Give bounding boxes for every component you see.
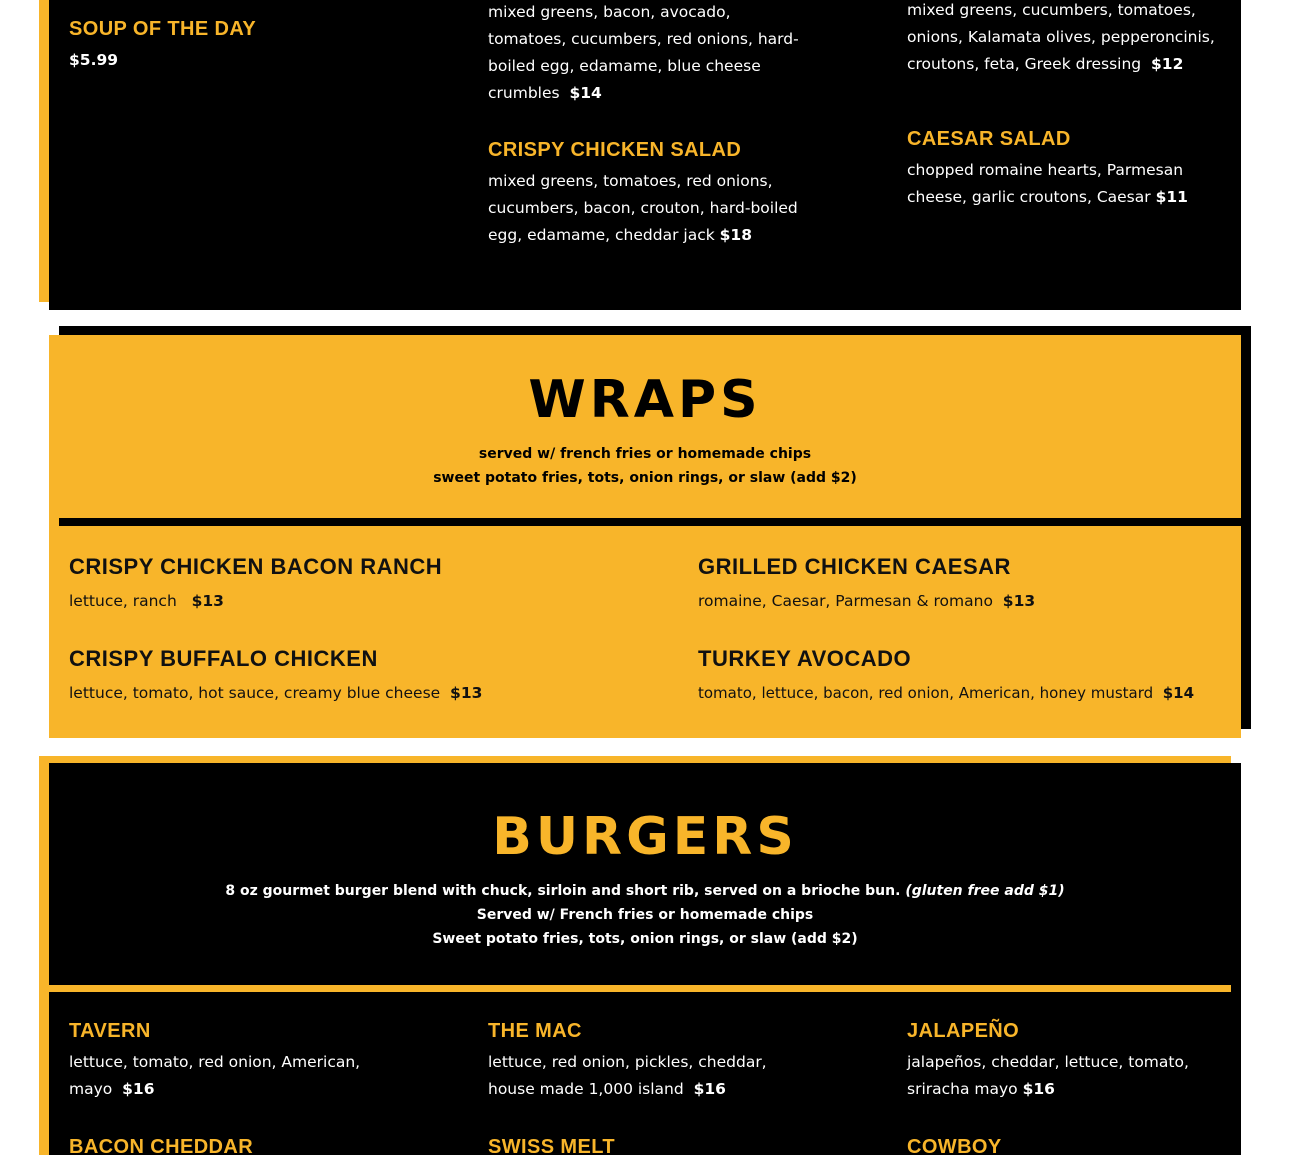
item-price: $14 — [1162, 684, 1195, 702]
burgers-header — [49, 807, 1241, 951]
salad-item-col3-top — [907, 0, 1232, 78]
burgers-subtitle-1: 8 oz gourmet burger blend with chuck, sirloin and short rib, served on a brioche bun. — [225, 883, 901, 899]
burger-item — [488, 1020, 808, 1103]
wrap-item — [69, 554, 669, 610]
burgers-subtitle-2: Served w/ French fries or homemade chips — [476, 907, 814, 923]
item-description: lettuce, ranch — [69, 592, 177, 610]
item-title: CRISPY BUFFALO CHICKEN — [69, 646, 378, 671]
item-price: $12 — [1151, 55, 1184, 73]
item-price: $13 — [450, 684, 483, 702]
burgers-divider — [49, 985, 1231, 992]
item-price: $18 — [719, 226, 752, 244]
burger-item — [907, 1136, 1227, 1159]
burgers-accent-left — [39, 756, 49, 1155]
burgers-subtitle-3: Sweet potato fries, tots, onion rings, or slaw (add $2) — [432, 931, 858, 947]
wrap-item — [698, 554, 1238, 610]
burger-item — [907, 1020, 1227, 1103]
salad-item-col2-top — [488, 0, 808, 107]
item-title: CRISPY CHICKEN SALAD — [488, 139, 742, 161]
item-price: $11 — [1155, 188, 1188, 206]
item-description: lettuce, tomato, red onion, American, mayo — [69, 1053, 361, 1098]
soup-of-the-day-item — [69, 18, 449, 74]
item-title: SOUP OF THE DAY — [69, 18, 257, 40]
salads-accent-bar — [39, 0, 49, 302]
burgers-gluten-free-note: (gluten free add $1) — [905, 883, 1065, 899]
item-title: SWISS MELT — [488, 1136, 615, 1158]
item-price: $13 — [1002, 592, 1036, 610]
item-price: $5.99 — [69, 51, 119, 69]
item-title: BACON CHEDDAR — [69, 1136, 254, 1158]
wraps-subtitle-1: served w/ french fries or homemade chips — [478, 446, 812, 462]
section-title: WRAPS — [528, 370, 762, 430]
item-price: $16 — [122, 1080, 155, 1098]
wrap-item — [698, 646, 1238, 702]
item-description: jalapeños, cheddar, lettuce, tomato, sriracha mayo — [907, 1053, 1189, 1098]
item-price: $14 — [569, 84, 602, 102]
item-description: mixed greens, tomatoes, red onions, cucumbers, bacon, crouton, hard-boiled egg, edamame, cheddar jack — [488, 172, 798, 244]
item-description: chopped romaine hearts, Parmesan cheese, garlic croutons, Caesar — [907, 161, 1184, 206]
item-title: TAVERN — [69, 1020, 151, 1042]
item-description: lettuce, red onion, pickles, cheddar, house made 1,000 island — [488, 1053, 767, 1098]
wrap-item — [69, 646, 669, 702]
item-price: $13 — [191, 592, 224, 610]
burger-item — [69, 1020, 399, 1103]
item-description: romaine, Caesar, Parmesan & romano — [698, 592, 993, 610]
item-title: CRISPY CHICKEN BACON RANCH — [69, 554, 443, 579]
item-title: GRILLED CHICKEN CAESAR — [698, 554, 1011, 579]
crispy-chicken-salad-item — [488, 139, 808, 249]
item-description: lettuce, tomato, hot sauce, creamy blue cheese — [69, 684, 441, 702]
burger-item — [69, 1136, 399, 1159]
wraps-divider — [59, 518, 1241, 526]
section-title: BURGERS — [492, 807, 798, 867]
item-title: THE MAC — [488, 1020, 582, 1042]
item-title: CAESAR SALAD — [907, 128, 1071, 150]
item-price: $16 — [693, 1080, 726, 1098]
item-description: mixed greens, bacon, avocado, tomatoes, cucumbers, red onions, hard-boiled egg, edamame, blue cheese crumbles — [488, 3, 799, 102]
caesar-salad-item — [907, 128, 1227, 211]
burger-item — [488, 1136, 808, 1159]
item-description: tomato, lettuce, bacon, red onion, American, honey mustard — [698, 684, 1154, 702]
item-description: mixed greens, cucumbers, tomatoes, onions, Kalamata olives, pepperoncinis, croutons, feta, Greek dressing — [907, 1, 1215, 73]
item-title: TURKEY AVOCADO — [698, 646, 912, 671]
item-title: JALAPEÑO — [907, 1020, 1020, 1042]
wraps-subtitle-2: sweet potato fries, tots, onion rings, or slaw (add $2) — [433, 470, 857, 486]
wraps-header — [49, 370, 1241, 490]
item-price: $16 — [1022, 1080, 1055, 1098]
item-title: COWBOY — [907, 1136, 1002, 1158]
